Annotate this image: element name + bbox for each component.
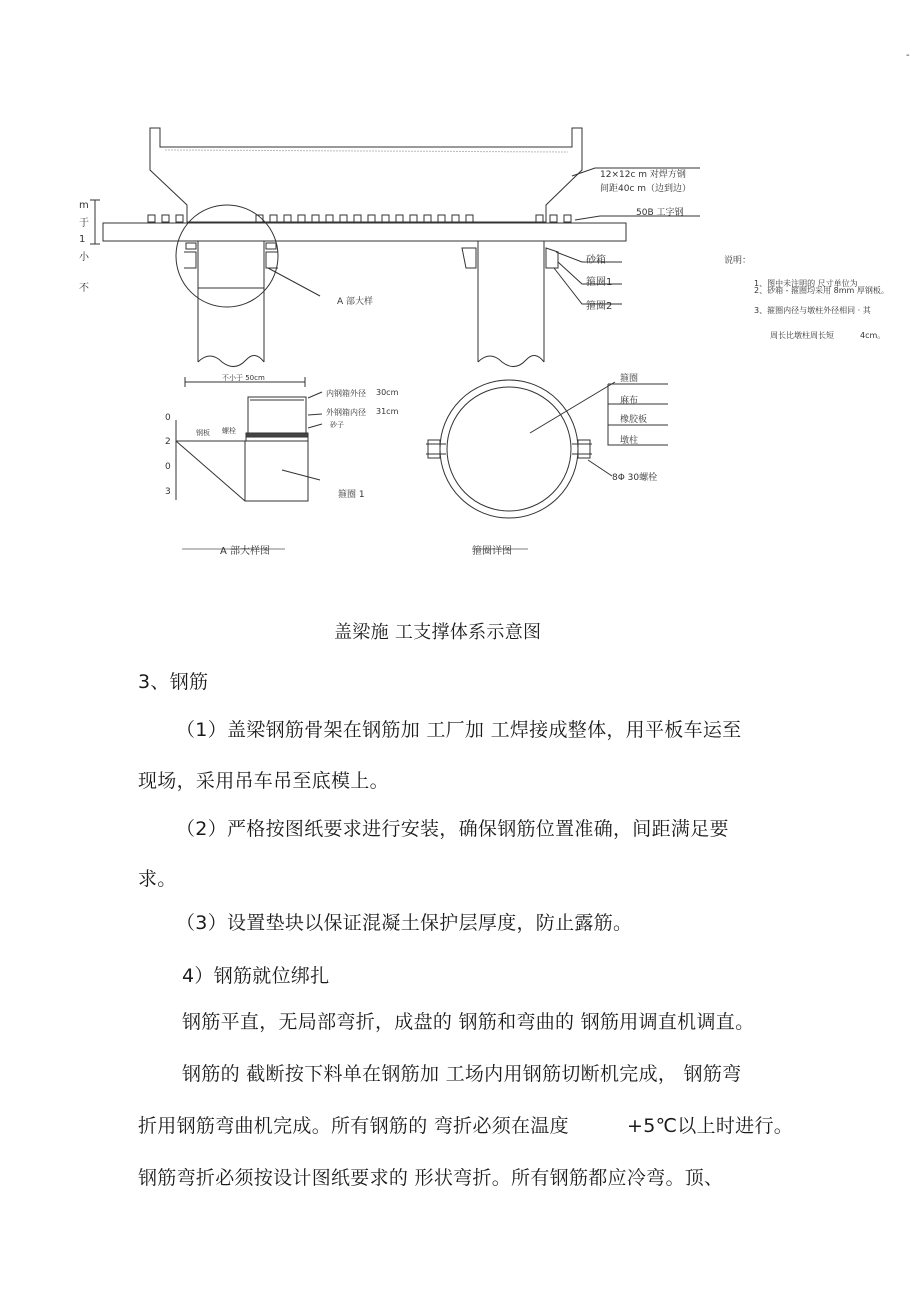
inner-box xyxy=(248,397,306,435)
detail-num-2: 0 xyxy=(165,462,171,472)
label-square-steel-2: 间距40c m（边到边） xyxy=(600,184,692,194)
hoop-outer xyxy=(440,380,578,518)
detail-hoop: 箍圈 1 xyxy=(338,490,365,500)
note-3b: 周长比墩柱周长短 xyxy=(770,331,834,340)
notes-title: 说明： xyxy=(724,256,752,266)
paragraph-2a: （2）严格按图纸要求进行安装，确保钢筋位置准确，间距满足要 xyxy=(176,818,729,840)
detail-width-label: 不小于 50cm xyxy=(222,374,265,382)
detail-inner-val: 30cm xyxy=(376,388,399,397)
section-heading: 3、钢筋 xyxy=(138,671,209,693)
detail-sand: 砂子 xyxy=(330,421,344,429)
detail-plate: 钢板 xyxy=(196,429,210,437)
paragraph-1a: （1）盖梁钢筋骨架在钢筋加 工厂加 工焊接成整体，用平板车运至 xyxy=(176,719,742,741)
label-detail-a: A 部大样 xyxy=(337,297,374,307)
label-hoop2: 箍圈2 xyxy=(586,301,613,312)
corner-mark: - xyxy=(906,50,910,61)
paragraph-2b: 求。 xyxy=(138,868,177,890)
note-1: 1、图中未注明的 尺寸单位为 xyxy=(754,279,858,288)
note-3c: 4cm。 xyxy=(860,331,886,340)
left-dim-b: 于 xyxy=(79,218,89,229)
hoop-caption: 箍圈详图 xyxy=(472,546,512,557)
label-sand-box: 砂箱 xyxy=(586,255,606,266)
left-dim-c: 1 xyxy=(79,234,86,245)
detail-inner-dia: 内钢箱外径 xyxy=(326,389,366,398)
paragraph-6c: +5℃以上时进行。 xyxy=(627,1115,794,1137)
detail-bolt: 螺栓 xyxy=(222,427,236,435)
hoop-label-1: 箍圈 xyxy=(620,374,639,384)
hoop-bolt-label: 8Φ 30螺栓 xyxy=(612,473,658,483)
detail-num-3: 3 xyxy=(165,487,171,497)
note-3a: 3、箍圈内径与墩柱外径相同 · 其 xyxy=(754,306,871,315)
detail-caption: A 部大样图 xyxy=(220,546,271,557)
detail-outer-dia: 外钢箱内径 xyxy=(326,408,366,417)
figure-caption: 盖梁施 工支撑体系示意图 xyxy=(334,622,542,643)
paragraph-6d: 钢筋弯折必须按设计图纸要求的 形状弯折。所有钢筋都应冷弯。顶、 xyxy=(138,1167,724,1189)
left-dim-a: m xyxy=(79,200,89,211)
detail-outer-val: 31cm xyxy=(376,407,399,416)
paragraph-1b: 现场，采用吊车吊至底模上。 xyxy=(138,770,389,792)
paragraph-6b: 折用钢筋弯曲机完成。所有钢筋的 弯折必须在温度 xyxy=(138,1115,569,1137)
label-hoop1: 箍圈1 xyxy=(586,277,613,288)
label-square-steel-1: 12×12c m 对焊方钢 xyxy=(600,170,686,180)
left-dim-d: 小 xyxy=(79,252,89,263)
detail-num-1: 2 xyxy=(165,437,171,447)
note-2: 2、砂箱 - 箍圈均采用 8mm 厚钢板。 xyxy=(754,286,889,295)
paragraph-5: 钢筋平直，无局部弯折，成盘的 钢筋和弯曲的 钢筋用调直机调直。 xyxy=(182,1011,755,1033)
hoop-inner xyxy=(447,387,571,511)
detail-num-0: 0 xyxy=(165,413,171,423)
label-i-beam: 50B 工字钢 xyxy=(636,208,684,218)
hoop-label-2: 麻布 xyxy=(620,396,639,406)
paragraph-3: （3）设置垫块以保证混凝土保护层厚度，防止露筋。 xyxy=(176,912,633,934)
paragraph-4: 4）钢筋就位绑扎 xyxy=(182,965,330,987)
left-dim-e: 不 xyxy=(79,283,89,294)
hoop-label-4: 墩柱 xyxy=(620,436,639,446)
cap-beam xyxy=(150,128,582,222)
hoop-label-3: 橡胶板 xyxy=(620,415,648,425)
paragraph-6a: 钢筋的 截断按下料单在钢筋加 工场内用钢筋切断机完成， 钢筋弯 xyxy=(182,1063,742,1085)
